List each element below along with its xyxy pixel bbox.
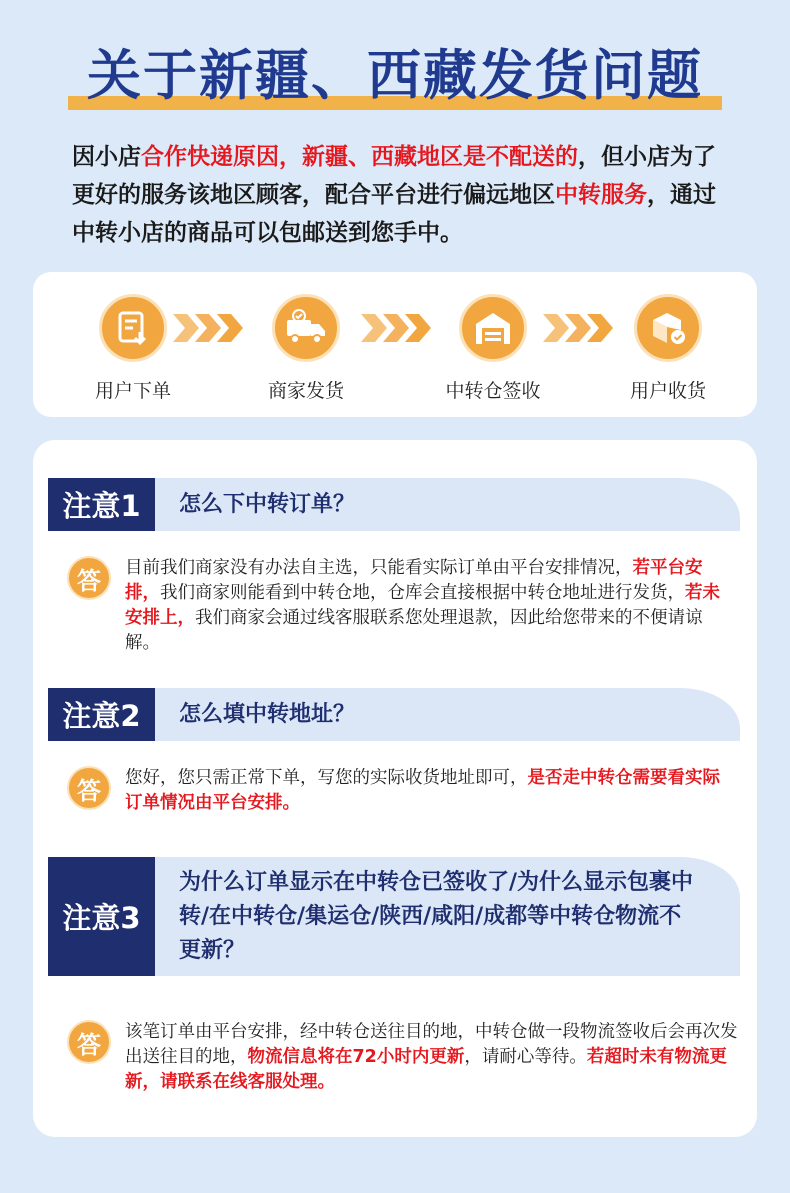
intro-part-3: ，但小店为了更好的服务该地区顾客，配合平台进行偏远地区 xyxy=(72,144,716,208)
answer-text xyxy=(125,1020,747,1095)
note-question: 为什么订单显示在中转仓已签收了/为什么显示包裹中转/在中转仓/集运仓/陕西/咸阳/成都等中转仓物流不更新？ xyxy=(155,857,740,976)
note-question: 怎么下中转订单？ xyxy=(155,478,740,531)
process-flow-card xyxy=(33,272,757,417)
flow-step-label: 商家发货 xyxy=(267,380,344,402)
flow-step-warehouse xyxy=(423,294,563,403)
flow-step-order xyxy=(63,294,203,403)
intro-highlight-1: 合作快递原因，新疆、西藏地区是不配送的 xyxy=(141,144,578,170)
page-title: 关于新疆、西藏发货问题 xyxy=(87,44,703,107)
flow-step-label: 用户下单 xyxy=(94,380,171,402)
answer-badge: 答 xyxy=(67,1020,111,1064)
note-tag: 注意3 xyxy=(48,857,155,976)
note-tag: 注意1 xyxy=(48,478,155,531)
flow-step-receive xyxy=(598,294,738,403)
answer-highlight: 物流信息将在72小时内更新 xyxy=(247,1047,465,1067)
answer-text xyxy=(125,556,727,656)
answer-block xyxy=(67,766,727,816)
intro-part-5: ，通过中转小店的商品可以包邮送到您手中。 xyxy=(72,182,716,246)
note-header xyxy=(48,478,740,531)
note-question: 怎么填中转地址？ xyxy=(155,688,740,741)
answer-highlight: 若未安排上， xyxy=(125,583,720,628)
flow-step-label: 用户收货 xyxy=(629,380,706,402)
delivery-truck-icon xyxy=(272,294,340,362)
intro-text xyxy=(72,138,732,252)
faq-card xyxy=(33,440,757,1137)
answer-part: 我们商家则能看到中转仓地，仓库会直接根据中转仓地址进行发货， xyxy=(160,583,685,603)
answer-block xyxy=(67,556,727,656)
flow-step-ship xyxy=(236,294,376,403)
answer-highlight: 若平台安排， xyxy=(125,558,703,603)
answer-part: ，请耐心等待。 xyxy=(464,1047,587,1067)
note-header xyxy=(48,688,740,741)
note-header xyxy=(48,857,740,976)
answer-badge: 答 xyxy=(67,766,111,810)
answer-part: 该笔订单由平台安排，经中转仓送往目的地，中转仓做一段物流签收后会再次发出送往目的地， xyxy=(125,1022,738,1067)
chevron-arrows-icon xyxy=(173,312,245,344)
answer-block xyxy=(67,1020,747,1095)
warehouse-icon xyxy=(459,294,527,362)
title-wrap xyxy=(0,40,790,120)
intro-highlight-2: 中转服务 xyxy=(555,182,647,208)
answer-badge: 答 xyxy=(67,556,111,600)
note-tag: 注意2 xyxy=(48,688,155,741)
order-form-icon xyxy=(99,294,167,362)
answer-highlight: 是否走中转仓需要看实际订单情况由平台安排。 xyxy=(125,768,720,813)
flow-step-label: 中转仓签收 xyxy=(445,380,541,402)
answer-part: 您好，您只需正常下单，写您的实际收货地址即可， xyxy=(125,768,528,788)
answer-part: 目前我们商家没有办法自主选，只能看实际订单由平台安排情况， xyxy=(125,558,633,578)
answer-part: 我们商家会通过线客服联系您处理退款，因此给您带来的不便请谅解。 xyxy=(125,608,703,653)
intro-part-1: 因小店 xyxy=(72,144,141,170)
answer-text xyxy=(125,766,727,816)
package-received-icon xyxy=(634,294,702,362)
answer-highlight: 若超时未有物流更新，请联系在线客服处理。 xyxy=(125,1047,727,1092)
